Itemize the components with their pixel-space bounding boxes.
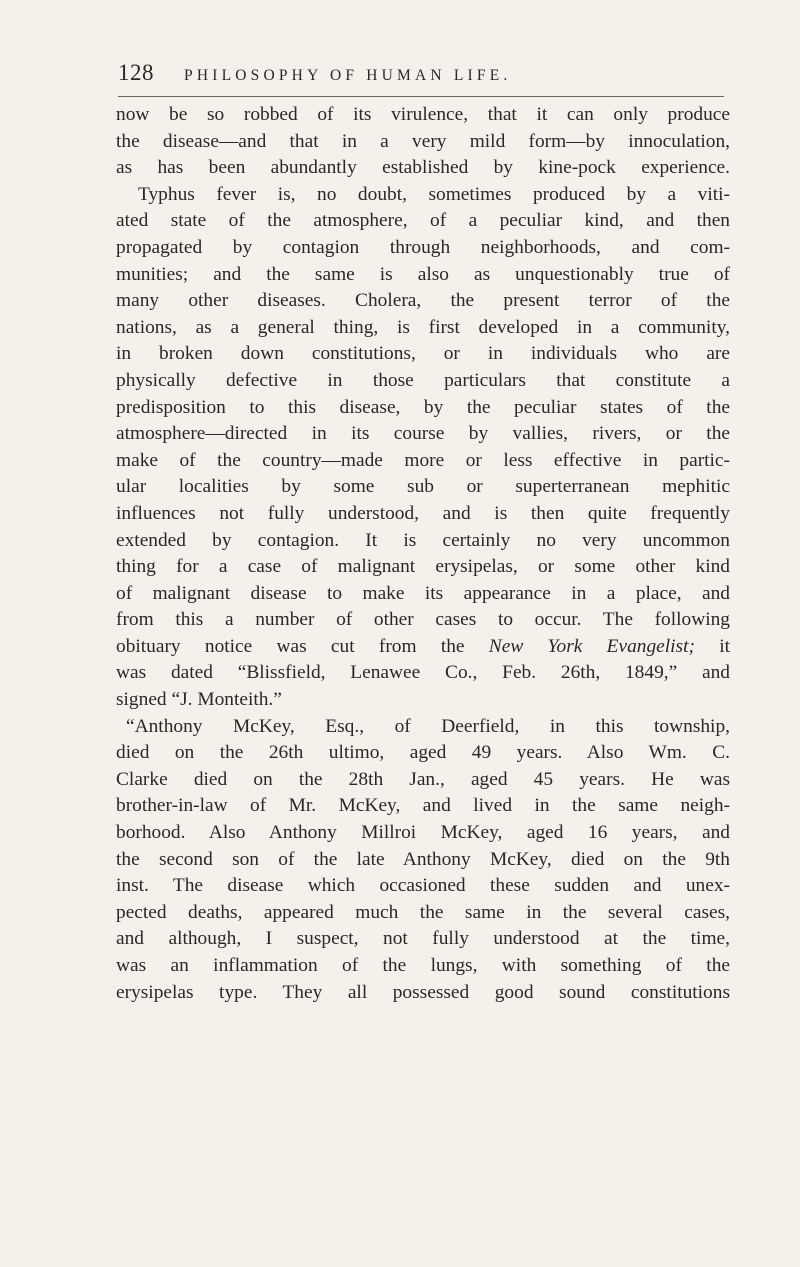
text-line: ular localities by some sub or superterranean mephitic [116,476,730,498]
header-rule [118,96,724,97]
text-line: was dated “Blissfield, Lenawee Co., Feb. 26th, 1849,” and [116,662,730,684]
text-line: predisposition to this disease, by the peculiar states of the [116,396,730,418]
text-line: of malignant disease to make its appearance in a place, and [116,582,730,604]
text-line: inst. The disease which occasioned these sudden and unex- [116,875,730,897]
newspaper-title: New York Evangelist; [488,635,695,657]
text-line: thing for a case of malignant erysipelas, or some other kind [116,556,730,578]
text-line: pected deaths, appeared much the same in the several cases, [116,901,730,923]
text-line: in broken down constitutions, or in individuals who are [116,343,730,365]
text-line: munities; and the same is also as unquestionably true of [116,263,730,285]
text-line: the second son of the late Anthony McKey, died on the 9th [116,848,730,870]
text-line: Typhus fever is, no doubt, sometimes produced by a viti- [138,183,730,205]
text-line: influences not fully understood, and is then quite frequently [116,502,730,524]
text-line: signed “J. Monteith.” [116,689,282,711]
text-line: propagated by contagion through neighborhoods, and com- [116,236,730,258]
body-text [116,102,730,1006]
text-line: Clarke died on the 28th Jan., aged 45 years. He was [116,768,730,790]
text-line: extended by contagion. It is certainly no very uncommon [116,529,730,551]
text-line: borhood. Also Anthony Millroi McKey, aged 16 years, and [116,822,730,844]
text-line: now be so robbed of its virulence, that it can only produce [116,104,730,125]
text-line: erysipelas type. They all possessed good sound constitutions [116,981,730,1003]
text-line: many other diseases. Cholera, the present terror of the [116,290,730,312]
text-line-obituary [116,634,730,661]
page-header [118,60,718,86]
text-line: as has been abundantly established by kine-pock experience. [116,157,730,179]
text-line: the disease—and that in a very mild form—by innoculation, [116,130,730,152]
text-line: nations, as a general thing, is first developed in a community, [116,316,730,338]
text-line: from this a number of other cases to occur. The following [116,609,730,631]
text-line: ated state of the atmosphere, of a peculiar kind, and then [116,210,730,232]
page-number: 128 [118,60,154,85]
obituary-intro: obituary notice was cut from the [116,635,465,657]
text-line: was an inflammation of the lungs, with something of the [116,955,730,976]
running-head: PHILOSOPHY OF HUMAN LIFE. [184,67,512,84]
text-line: make of the country—made more or less effective in partic- [116,449,730,471]
text-line: atmosphere—directed in its course by vallies, rivers, or the [116,423,730,445]
text-line: “Anthony McKey, Esq., of Deerfield, in this township, [126,715,730,737]
obituary-tail: it [719,635,730,657]
text-line: died on the 26th ultimo, aged 49 years. Also Wm. C. [116,742,730,764]
text-line: brother-in-law of Mr. McKey, and lived in the same neigh- [116,795,730,817]
text-line: physically defective in those particulars that constitute a [116,369,730,391]
text-line: and although, I suspect, not fully understood at the time, [116,928,730,950]
